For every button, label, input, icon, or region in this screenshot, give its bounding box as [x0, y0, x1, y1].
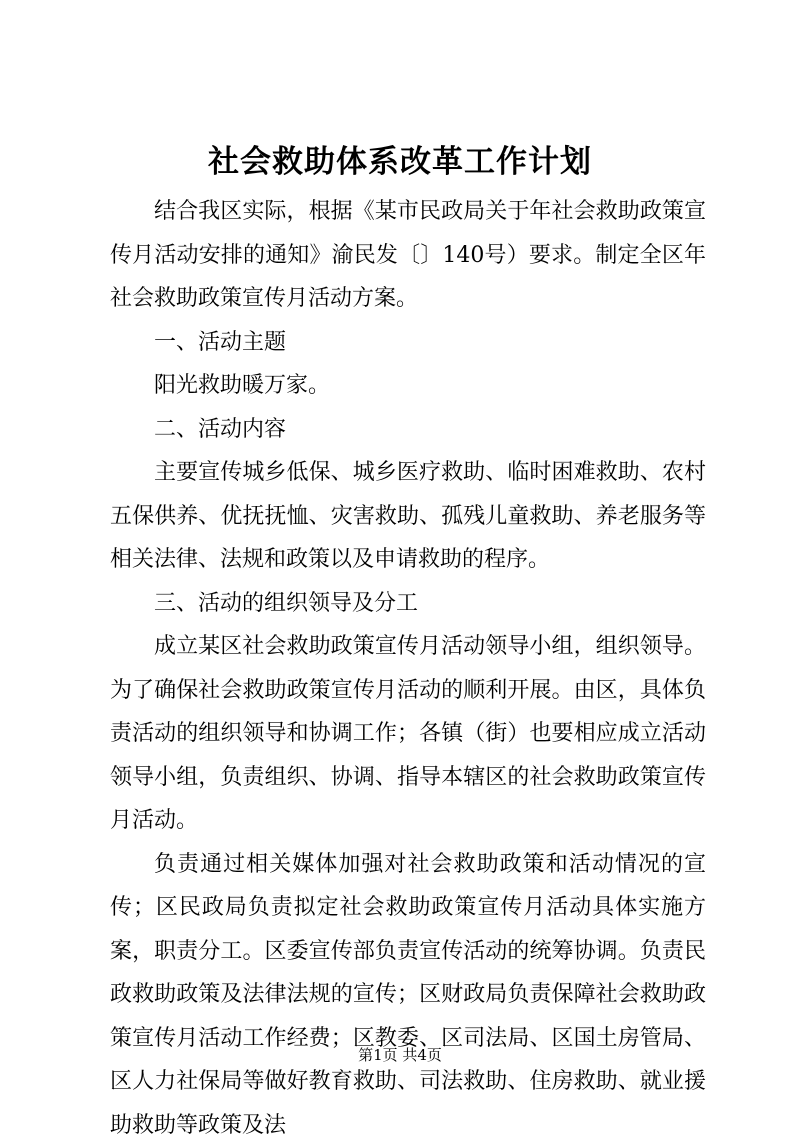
page-number: 第1页 共4页 — [0, 1044, 800, 1066]
paragraph-intro: 结合我区实际，根据《某市民政局关于年社会救助政策宣传月活动安排的通知》渝民发〔〕140号）要求。制定全区年社会救助政策宣传月活动方案。 — [110, 190, 706, 321]
document-body — [110, 190, 706, 1147]
paragraph-responsibilities: 负责通过相关媒体加强对社会救助政策和活动情况的宣传；区民政局负责拟定社会救助政策宣传月活动具体实施方案，职责分工。区委宣传部负责宣传活动的统筹协调。负责民政救助政策及法律法规的宣传；区财政局负责保障社会救助政策宣传月活动工作经费；区教委、区司法局、区国土房管局、区人力社保局等做好教育救助、司法救助、住房救助、就业援助救助等政策及法 — [110, 843, 706, 1147]
section-heading-theme: 一、活动主题 — [110, 321, 706, 365]
section-heading-content: 二、活动内容 — [110, 408, 706, 452]
document-title: 社会救助体系改革工作计划 — [0, 140, 800, 184]
paragraph-content: 主要宣传城乡低保、城乡医疗救助、临时困难救助、农村五保供养、优抚抚恤、灾害救助、孤残儿童救助、养老服务等相关法律、法规和政策以及申请救助的程序。 — [110, 451, 706, 582]
paragraph-theme: 阳光救助暖万家。 — [110, 364, 706, 408]
section-heading-organization: 三、活动的组织领导及分工 — [110, 582, 706, 626]
paragraph-organization: 成立某区社会救助政策宣传月活动领导小组，组织领导。为了确保社会救助政策宣传月活动的顺利开展。由区，具体负责活动的组织领导和协调工作；各镇（街）也要相应成立活动领导小组，负责组织、协调、指导本辖区的社会救助政策宣传月活动。 — [110, 625, 706, 843]
